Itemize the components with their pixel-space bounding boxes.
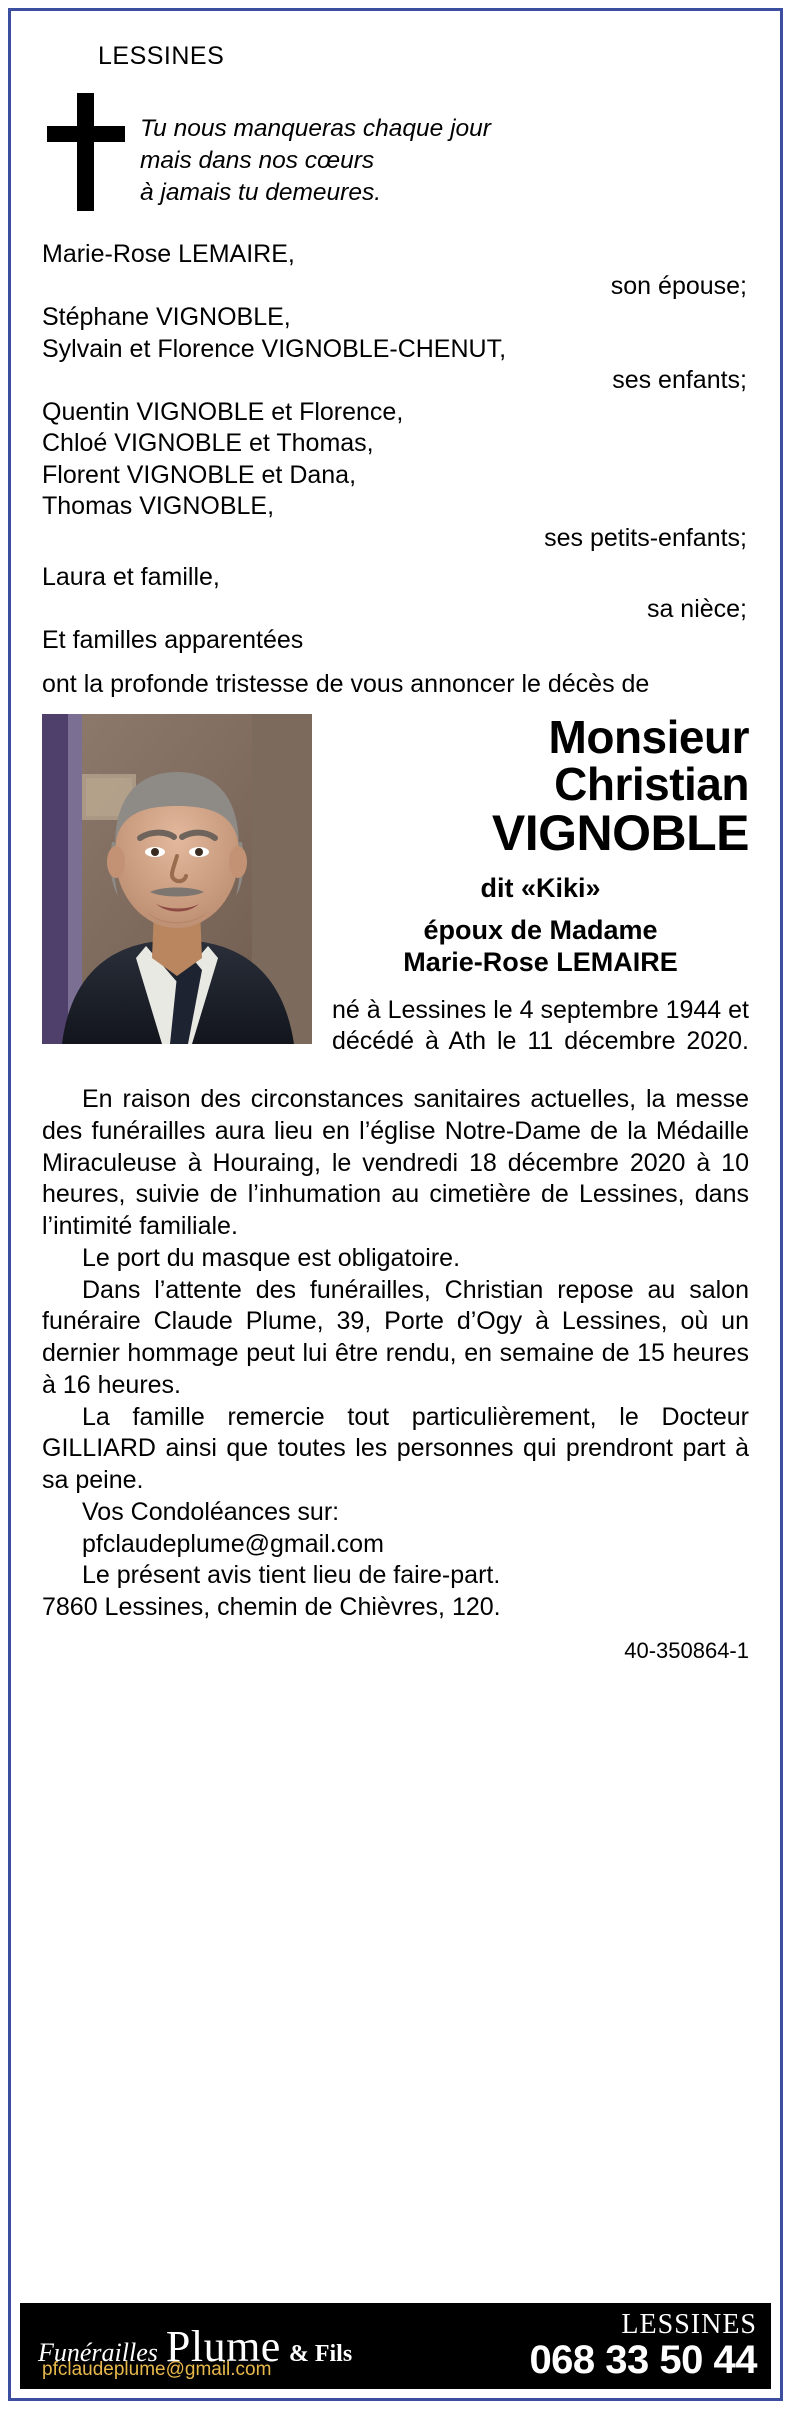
family-list	[42, 239, 749, 657]
address-line: 7860 Lessines, chemin de Chièvres, 120.	[42, 1593, 501, 1621]
brand-name: Plume	[165, 2321, 281, 2371]
condolences-label: Vos Condoléances sur:	[82, 1497, 340, 1526]
portrait-photo	[42, 714, 312, 1044]
spouse-line-1: époux de Madame	[423, 914, 658, 945]
deceased-title: Monsieur	[548, 711, 749, 763]
family-line: Stéphane VIGNOBLE,	[42, 303, 291, 331]
family-relation: ses petits-enfants;	[544, 523, 747, 552]
announcement-text: ont la profonde tristesse de vous annoncer le décès de	[42, 669, 650, 698]
family-line: Quentin VIGNOBLE et Florence,	[42, 397, 404, 426]
verse-block	[42, 93, 749, 211]
deceased-nickname: dit «Kiki»	[480, 872, 601, 903]
body-paragraph: En raison des circonstances sanitaires actuelles, la messe des funérailles aura lieu en l’église Notre-Dame de la Médaille Miraculeuse à Houraing, le vendredi 18 décembre 2020 à 10 heures, suivie de l’inhumation au cimetière de Lessines, dans l’intimité familiale.	[42, 1085, 749, 1240]
family-line: Thomas VIGNOBLE,	[42, 492, 275, 520]
notice-content	[20, 20, 771, 2389]
funeral-home-footer	[20, 2303, 771, 2389]
verse-line-1: Tu nous manqueras chaque jour	[140, 115, 491, 142]
footer-phone[interactable]: 068 33 50 44	[529, 2338, 757, 2382]
notice-body	[42, 1084, 749, 1624]
family-line: Marie-Rose LEMAIRE,	[42, 240, 295, 268]
spouse-line-2: Marie-Rose LEMAIRE	[403, 947, 678, 978]
city-heading: LESSINES	[98, 42, 225, 70]
portrait-and-name	[42, 711, 749, 1084]
family-line: Et familles apparentées	[42, 626, 304, 654]
verse-text	[140, 113, 491, 209]
deceased-first-name: Christian	[554, 757, 749, 810]
cross-icon	[44, 93, 130, 211]
family-line: Chloé VIGNOBLE et Thomas,	[42, 429, 374, 457]
verse-line-2: mais dans nos cœurs	[140, 146, 375, 174]
and-sons-label: & Fils	[288, 2340, 353, 2367]
deceased-last-name: VIGNOBLE	[491, 804, 749, 861]
body-paragraph: La famille remercie tout particulièrement, le Docteur GILLIARD ainsi que toutes les personnes qui prendront part à sa peine.	[42, 1402, 749, 1494]
verse-line-3: à jamais tu demeures.	[140, 178, 382, 206]
family-relation: ses enfants;	[612, 366, 747, 394]
footer-email[interactable]: pfclaudeplume@gmail.com	[42, 2359, 272, 2380]
body-paragraph: Le présent avis tient lieu de faire-part.	[82, 1561, 501, 1590]
reference-number: 40-350864-1	[624, 1637, 749, 1663]
family-relation: sa nièce;	[646, 594, 747, 623]
family-relation: son épouse;	[610, 271, 747, 300]
body-paragraph: Le port du masque est obligatoire.	[82, 1243, 461, 1272]
footer-contact	[529, 2311, 771, 2381]
footer-city: LESSINES	[621, 2309, 757, 2340]
deceased-name-block	[332, 711, 749, 1057]
condolences-email[interactable]: pfclaudeplume@gmail.com	[82, 1529, 384, 1558]
family-line: Laura et famille,	[42, 563, 220, 591]
funerailles-label: Funérailles	[38, 2337, 158, 2367]
birth-death-text: né à Lessines le 4 septembre 1944 et décédé à Ath le 11 décembre 2020.	[332, 995, 749, 1055]
family-line: Sylvain et Florence VIGNOBLE-CHENUT,	[42, 334, 507, 363]
family-line: Florent VIGNOBLE et Dana,	[42, 460, 357, 489]
body-paragraph: Dans l’attente des funérailles, Christian repose au salon funéraire Claude Plume, 39, Porte d’Ogy à Lessines, où un dernier hommage peut lui être rendu, en semaine de 15 heures à 16 heures.	[42, 1275, 749, 1399]
